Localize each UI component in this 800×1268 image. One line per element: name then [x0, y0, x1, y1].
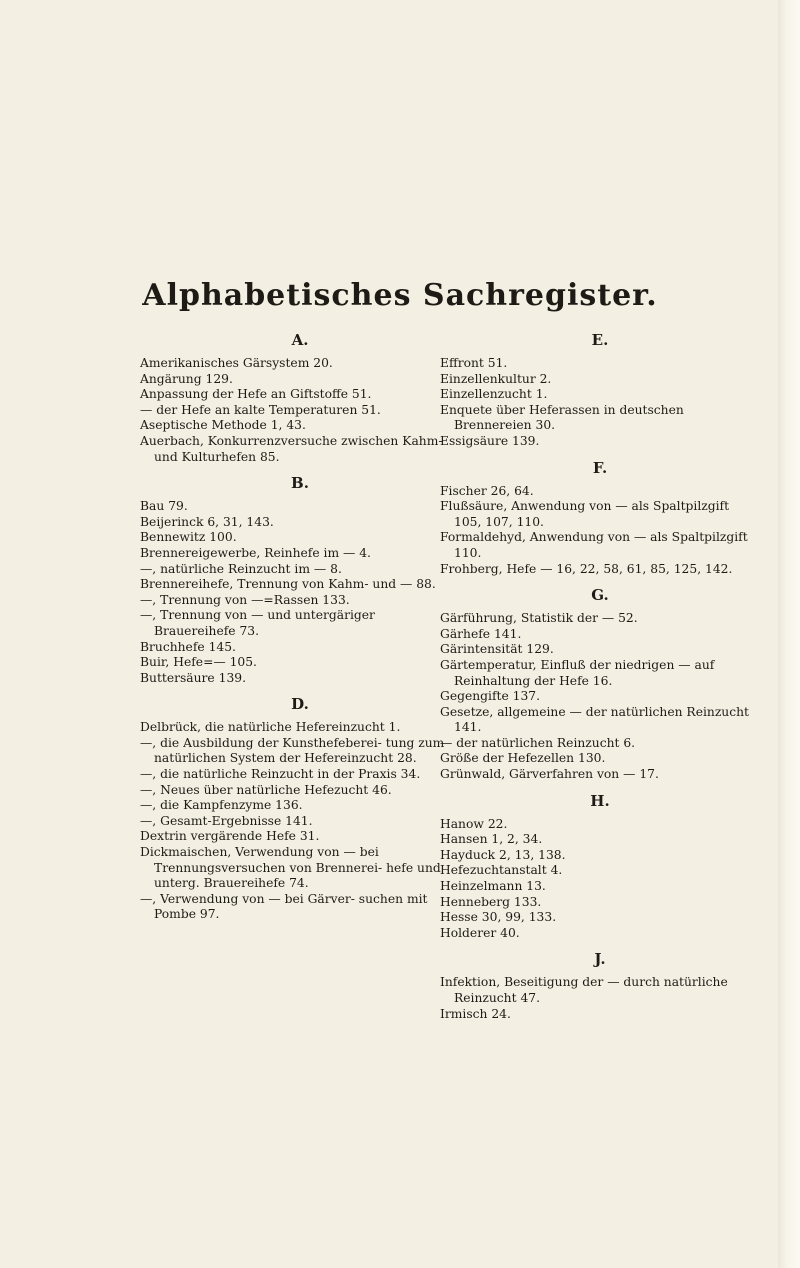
index-entry: Holderer 40. — [440, 925, 520, 940]
index-entry: Hayduck 2, 13, 138. — [440, 847, 566, 862]
index-entry: —, die natürliche Reinzucht in der Praxis 34. — [140, 767, 421, 782]
index-entry: Grünwald, Gärverfahren von — 17. — [440, 767, 659, 782]
index-entry: Bau 79. — [140, 499, 188, 514]
index-entry: —, die Kampfenzyme 136. — [140, 798, 303, 813]
index-entry: —, Neues über natürliche Hefezucht 46. — [140, 782, 392, 797]
index-entry: Flußsäure, Anwendung von — als Spaltpilzgift 105, 107, 110. — [440, 499, 730, 529]
index-entry: Einzellenkultur 2. — [440, 371, 552, 386]
index-entry: Auerbach, Konkurrenzversuche zwischen Kahm- und Kulturhefen 85. — [140, 433, 443, 464]
index-entry: Frohberg, Hefe — 16, 22, 58, 61, 85, 125, 142. — [440, 561, 733, 576]
index-entry: Buir, Hefe=— 105. — [140, 655, 257, 670]
index-entry: Essigsäure 139. — [440, 433, 540, 448]
index-entry: Dickmaischen, Verwendung von — bei Trennungsversuchen von Brennerei- hefe und unterg. Brauereihefe 74. — [140, 845, 441, 891]
index-entry: —, Trennung von —=Rassen 133. — [140, 592, 350, 607]
index-entry: Amerikanisches Gärsystem 20. — [140, 356, 333, 370]
index-entry: Brennereihefe, Trennung von Kahm- und — 88. — [140, 577, 436, 592]
page-edge — [778, 0, 800, 1268]
index-entry: Gärhefe 141. — [440, 626, 522, 641]
index-entry: Fischer 26, 64. — [440, 483, 534, 498]
index-entry: Einzellenzucht 1. — [440, 387, 548, 402]
index-entry: —, die Ausbildung der Kunsthefeberei- tung zum natürlichen System der Hefereinzucht 28. — [140, 735, 445, 766]
section-letter: H. — [590, 791, 610, 810]
index-entry: Gesetze, allgemeine — der natürlichen Reinzucht 141. — [440, 704, 749, 735]
index-entry: —, Trennung von — und untergäriger Brauereihefe 73. — [140, 608, 375, 638]
index-entry: Beijerinck 6, 31, 143. — [140, 514, 274, 529]
index-entry: Hefezuchtanstalt 4. — [440, 863, 563, 878]
section-letter: A. — [291, 331, 309, 349]
index-entry: Delbrück, die natürliche Hefereinzucht 1. — [140, 720, 401, 735]
index-entry: Gärtemperatur, Einfluß der niedrigen — auf Reinhaltung der Hefe 16. — [440, 657, 715, 688]
index-entry: Bruchhefe 145. — [140, 639, 236, 654]
index-entry: Bennewitz 100. — [140, 530, 237, 545]
index-entry: Buttersäure 139. — [140, 670, 247, 685]
index-entry: Anpassung der Hefe an Giftstoffe 51. — [140, 387, 372, 402]
index-entry: Gegengifte 137. — [440, 689, 541, 704]
index-entry: Angärung 129. — [140, 371, 233, 386]
section-letter: F. — [592, 458, 608, 477]
index-entry: Brennereigewerbe, Reinhefe im — 4. — [140, 545, 371, 560]
section-letter: D. — [291, 695, 309, 714]
index-entry: Größe der Hefezellen 130. — [440, 751, 606, 766]
index-entry: Hansen 1, 2, 34. — [440, 832, 543, 847]
left-column — [140, 322, 460, 923]
index-entry: Formaldehyd, Anwendung von — als Spaltpilzgift 110. — [440, 530, 748, 560]
index-entry: —, Gesamt-Ergebnisse 141. — [140, 813, 313, 828]
index-entry: Enquete über Heferassen in deutschen Brennereien 30. — [440, 402, 684, 433]
index-entry: Effront 51. — [440, 356, 508, 370]
index-entry: Dextrin vergärende Hefe 31. — [140, 829, 320, 844]
index-entry: —, natürliche Reinzucht im — 8. — [140, 561, 342, 576]
index-entry: Heinzelmann 13. — [440, 879, 546, 894]
index-entry: —, Verwendung von — bei Gärver- suchen mit Pombe 97. — [140, 891, 428, 922]
right-column — [440, 322, 760, 1022]
section-letter: B. — [291, 474, 309, 493]
section-letter: G. — [591, 586, 609, 605]
index-entry: Hanow 22. — [440, 816, 508, 831]
index-entry: Irmisch 24. — [440, 1006, 511, 1021]
index-entry: — der natürlichen Reinzucht 6. — [440, 735, 636, 750]
index-entry: — der Hefe an kalte Temperaturen 51. — [140, 402, 381, 417]
page-title: Alphabetisches Sachregister. — [142, 278, 658, 313]
section-letter: J. — [594, 950, 606, 969]
index-entry: Gärintensität 129. — [440, 642, 554, 657]
section-letter: E. — [591, 331, 609, 349]
index-entry: Gärführung, Statistik der — 52. — [440, 611, 638, 626]
index-entry: Henneberg 133. — [440, 894, 542, 909]
index-entry: Hesse 30, 99, 133. — [440, 910, 557, 925]
index-entry: Aseptische Methode 1, 43. — [140, 418, 306, 433]
index-entry: Infektion, Beseitigung der — durch natürliche Reinzucht 47. — [440, 975, 728, 1005]
